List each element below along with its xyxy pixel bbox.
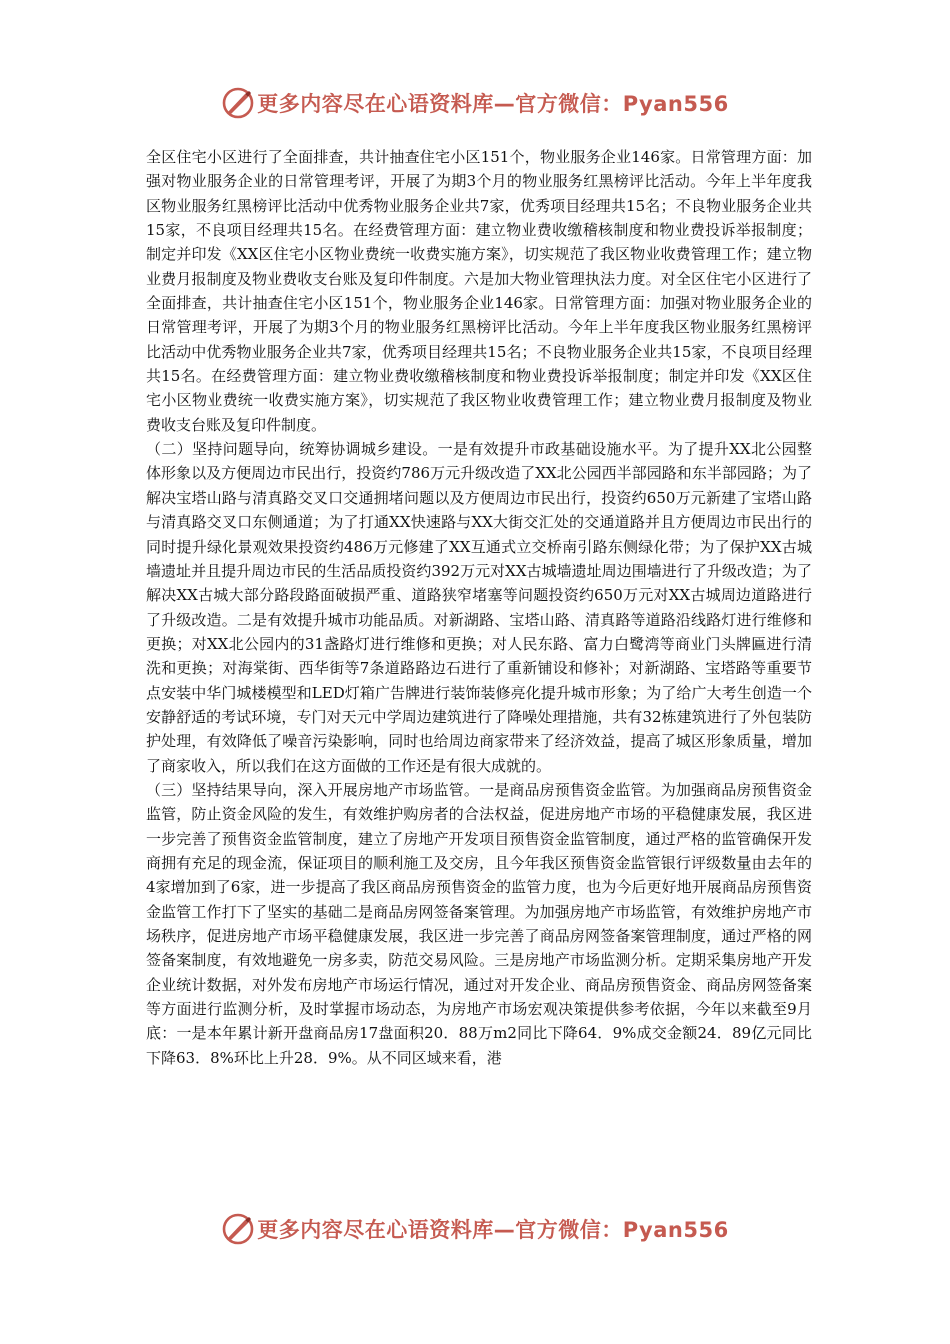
document-body [146, 145, 812, 1070]
footer-banner-text: 更多内容尽在心语资料库—官方微信：Pyan556 [257, 1218, 729, 1242]
paragraph-real-estate-supervision: （三）坚持结果导向，深入开展房地产市场监管。一是商品房预售资金监管。为加强商品房预售资金监管，防止资金风险的发生，有效维护购房者的合法权益，促进房地产市场的平稳健康发展，我区进一步完善了预售资金监管制度，建立了房地产开发项目预售资金监管制度，通过严格的监管确保开发商拥有充足的现金流，保证项目的顺利施工及交房，且今年我区预售资金监管银行评级数量由去年的4家增加到了6家，进一步提高了我区商品房预售资金的监管力度，也为今后更好地开展商品房预售资金监管工作打下了坚实的基础二是商品房网签备案管理。为加强房地产市场监管，有效维护房地产市场秩序，促进房地产市场平稳健康发展，我区进一步完善了商品房网签备案管理制度，通过严格的网签备案制度，有效地避免一房多卖，防范交易风险。三是房地产市场监测分析。定期采集房地产开发企业统计数据，对外发布房地产市场运行情况，通过对开发企业、商品房预售资金、商品房网签备案等方面进行监测分析，及时掌握市场动态，为房地产市场宏观决策提供参考依据，今年以来截至9月底：一是本年累计新开盘商品房17盘面积20．88万m2同比下降64．9%成交金额24．89亿元同比下降63．8%环比上升28．9%。从不同区域来看，港 [146, 780, 812, 1067]
footer-banner [0, 1211, 950, 1247]
paragraph-property-management: 全区住宅小区进行了全面排查，共计抽查住宅小区151个，物业服务企业146家。日常管理方面：加强对物业服务企业的日常管理考评，开展了为期3个月的物业服务红黑榜评比活动。今年上半年度我区物业服务红黑榜评比活动中优秀物业服务企业共7家，优秀项目经理共15名；不良物业服务企业共15家，不良项目经理共15名。在经费管理方面：建立物业费收缴稽核制度和物业费投诉举报制度；制定并印发《XX区住宅小区物业费统一收费实施方案》，切实规范了我区物业收费管理工作；建立物业费月报制度及物业费收支台账及复印件制度。六是加大物业管理执法力度。对全区住宅小区进行了全面排查，共计抽查住宅小区151个，物业服务企业146家。日常管理方面：加强对物业服务企业的日常管理考评，开展了为期3个月的物业服务红黑榜评比活动。今年上半年度我区物业服务红黑榜评比活动中优秀物业服务企业共7家，优秀项目经理共15名；不良物业服务企业共15家，不良项目经理共15名。在经费管理方面：建立物业费收缴稽核制度和物业费投诉举报制度；制定并印发《XX区住宅小区物业费统一收费实施方案》，切实规范了我区物业收费管理工作；建立物业费月报制度及物业费收支台账及复印件制度。 [146, 148, 812, 434]
pen-logo-icon [221, 86, 255, 120]
paragraph-urban-construction: （二）坚持问题导向，统筹协调城乡建设。一是有效提升市政基础设施水平。为了提升XX北公园整体形象以及方便周边市民出行，投资约786万元升级改造了XX北公园西半部园路和东半部园路；为了解决宝塔山路与清真路交叉口交通拥堵问题以及方便周边市民出行，投资约650万元新建了宝塔山路与清真路交叉口东侧通道；为了打通XX快速路与XX大街交汇处的交通道路并且方便周边市民出行的同时提升绿化景观效果投资约486万元修建了XX互通式立交桥南引路东侧绿化带；为了保护XX古城墙遗址并且提升周边市民的生活品质投资约392万元对XX古城墙遗址周边围墙进行了升级改造；为了解决XX古城大部分路段路面破损严重、道路狭窄堵塞等问题投资约650万元对XX古城周边道路进行了升级改造。二是有效提升城市功能品质。对新湖路、宝塔山路、清真路等道路沿线路灯进行维修和更换；对XX北公园内的31盏路灯进行维修和更换；对人民东路、富力白鹭湾等商业门头牌匾进行清洗和更换；对海棠街、西华街等7条道路路边石进行了重新铺设和修补；对新湖路、宝塔路等重要节点安装中华门城楼模型和LED灯箱广告牌进行装饰装修亮化提升城市形象；为了给广大考生创造一个安静舒适的考试环境，专门对天元中学周边建筑进行了降噪处理措施，共有32栋建筑进行了外包装防护处理，有效降低了噪音污染影响，同时也给周边商家带来了经济效益，提高了城区形象质量，增加了商家收入，所以我们在这方面做的工作还是有很大成就的。 [146, 440, 812, 775]
pen-logo-icon [221, 1212, 255, 1246]
header-banner [0, 85, 950, 121]
header-banner-text: 更多内容尽在心语资料库—官方微信：Pyan556 [257, 92, 729, 116]
